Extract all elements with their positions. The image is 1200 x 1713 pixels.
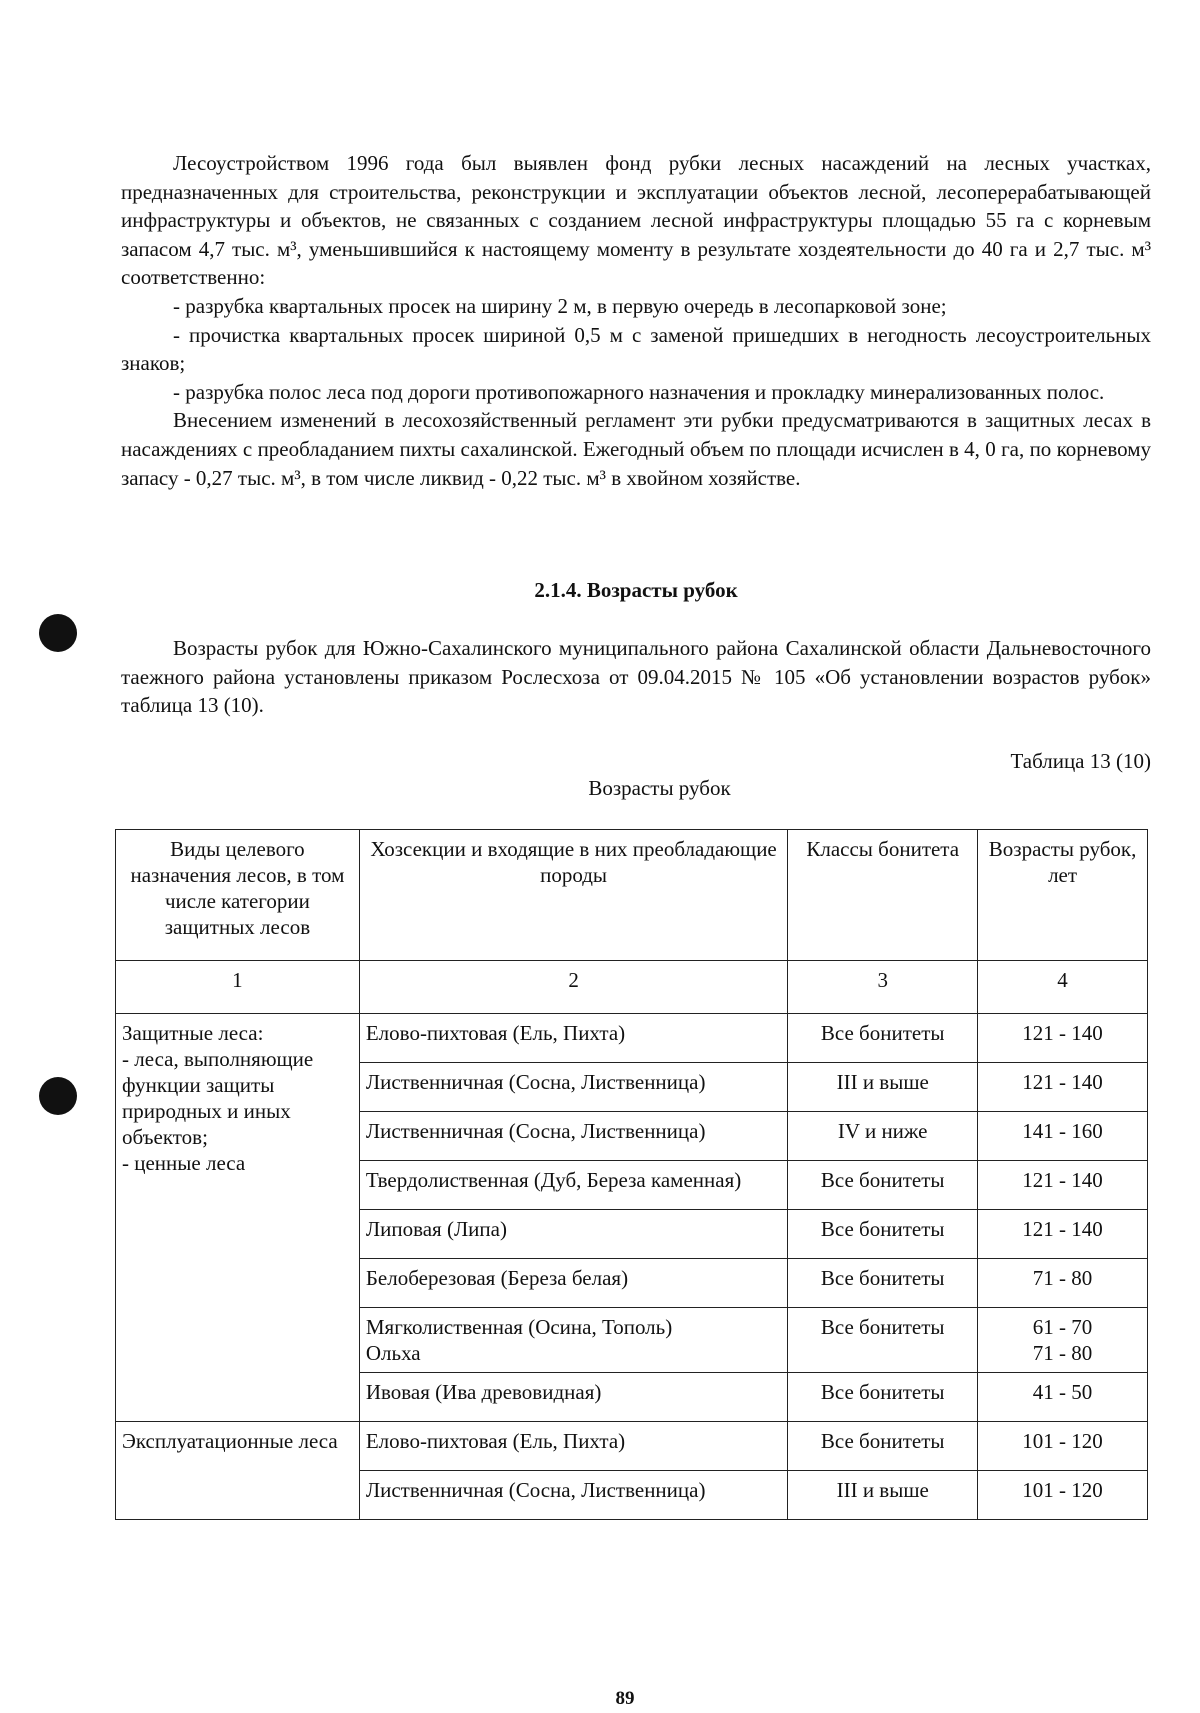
bonitet-cell: Все бонитеты <box>788 1210 978 1259</box>
header-bonitet: Классы бонитета <box>788 830 978 961</box>
age-cell: 61 - 70 71 - 80 <box>978 1308 1148 1373</box>
intro-paragraph: Возрасты рубок для Южно-Сахалинского муниципального района Сахалинской области Дальневосточного таежного района установлены приказом Рослесхоза от 09.04.2015 № 105 «Об установлении возрастов рубок» таблица 13 (10). <box>121 636 1151 718</box>
column-number: 4 <box>978 961 1148 1014</box>
column-number: 2 <box>359 961 787 1014</box>
section-cell: Лиственничная (Сосна, Лиственница) <box>359 1112 787 1161</box>
section-cell: Елово-пихтовая (Ель, Пихта) <box>359 1014 787 1063</box>
bonitet-cell: Все бонитеты <box>788 1308 978 1373</box>
section-title: 2.1.4. Возрасты рубок <box>534 578 738 602</box>
age-cell: 121 - 140 <box>978 1014 1148 1063</box>
bonitet-cell: IV и ниже <box>788 1112 978 1161</box>
bonitet-cell: Все бонитеты <box>788 1161 978 1210</box>
table-caption: Возрасты рубок <box>588 776 731 800</box>
column-number: 3 <box>788 961 978 1014</box>
punch-hole-bottom <box>39 1077 77 1115</box>
age-cell: 121 - 140 <box>978 1210 1148 1259</box>
table-number: Таблица 13 (10) <box>1010 749 1151 773</box>
table-row <box>116 1422 1148 1471</box>
paragraph-regulation: Внесением изменений в лесохозяйственный регламент эти рубки предусматриваются в защитных лесах в насаждениях с преобладанием пихты сахалинской. Ежегодный объем по площади исчислен в 4, 0 га, по корневому запасу - 0,27 тыс. м³, в том числе ликвид - 0,22 тыс. м³ в хвойном хозяйстве. <box>121 408 1151 490</box>
section-cell: Ивовая (Ива древовидная) <box>359 1373 787 1422</box>
cutting-age-table <box>115 829 1148 1520</box>
bullet-cleaning-05m: - прочистка квартальных просек шириной 0,5 м с заменой пришедших в негодность лесоустроительных знаков; <box>121 322 1151 376</box>
group-protective-forests: Защитные леса: - леса, выполняющие функции защиты природных и иных объектов; - ценные леса <box>116 1014 360 1422</box>
bonitet-cell: Все бонитеты <box>788 1373 978 1422</box>
punch-hole-top <box>39 614 77 652</box>
age-cell: 101 - 120 <box>978 1422 1148 1471</box>
group-exploitation-forests: Эксплуатационные леса <box>116 1422 360 1520</box>
bonitet-cell: III и выше <box>788 1471 978 1520</box>
bonitet-cell: Все бонитеты <box>788 1259 978 1308</box>
section-cell: Мягколиственная (Осина, Тополь) Ольха <box>359 1308 787 1373</box>
section-cell: Лиственничная (Сосна, Лиственница) <box>359 1063 787 1112</box>
body-text <box>121 149 1151 492</box>
section-cell: Липовая (Липа) <box>359 1210 787 1259</box>
column-number: 1 <box>116 961 360 1014</box>
age-cell: 121 - 140 <box>978 1161 1148 1210</box>
bullet-clearing-2m: - разрубка квартальных просек на ширину 2 м, в первую очередь в лесопарковой зоне; <box>173 293 947 318</box>
age-cell: 71 - 80 <box>978 1259 1148 1308</box>
table-row <box>116 1014 1148 1063</box>
page-number: 89 <box>615 1688 635 1709</box>
section-cell: Елово-пихтовая (Ель, Пихта) <box>359 1422 787 1471</box>
header-cutting-age: Возрасты рубок, лет <box>978 830 1148 961</box>
bonitet-cell: Все бонитеты <box>788 1014 978 1063</box>
section-cell: Белоберезовая (Береза белая) <box>359 1259 787 1308</box>
bullet-fire-roads: - разрубка полос леса под дороги противопожарного назначения и прокладку минерализованных полос. <box>173 379 1105 404</box>
header-sections: Хозсекции и входящие в них преобладающие породы <box>359 830 787 961</box>
bonitet-cell: Все бонитеты <box>788 1422 978 1471</box>
section-cell: Твердолиственная (Дуб, Береза каменная) <box>359 1161 787 1210</box>
bonitet-cell: III и выше <box>788 1063 978 1112</box>
header-forest-purpose: Виды целевого назначения лесов, в том числе категории защитных лесов <box>116 830 360 961</box>
age-cell: 41 - 50 <box>978 1373 1148 1422</box>
age-cell: 101 - 120 <box>978 1471 1148 1520</box>
age-cell: 141 - 160 <box>978 1112 1148 1161</box>
age-cell: 121 - 140 <box>978 1063 1148 1112</box>
paragraph-fund: Лесоустройством 1996 года был выявлен фонд рубки лесных насаждений на лесных участках, предназначенных для строительства, реконструкции и эксплуатации объектов лесной, лесоперерабатывающей инфраструктуры и объектов, не связанных с созданием лесной инфраструктуры площадью 55 га с корневым запасом 4,7 тыс. м³, уменьшившийся к настоящему моменту в результате хоздеятельности до 40 га и 2,7 тыс. м³ соответственно: <box>121 151 1151 290</box>
table-header-row <box>116 830 1148 961</box>
section-cell: Лиственничная (Сосна, Лиственница) <box>359 1471 787 1520</box>
table-column-numbers-row <box>116 961 1148 1014</box>
